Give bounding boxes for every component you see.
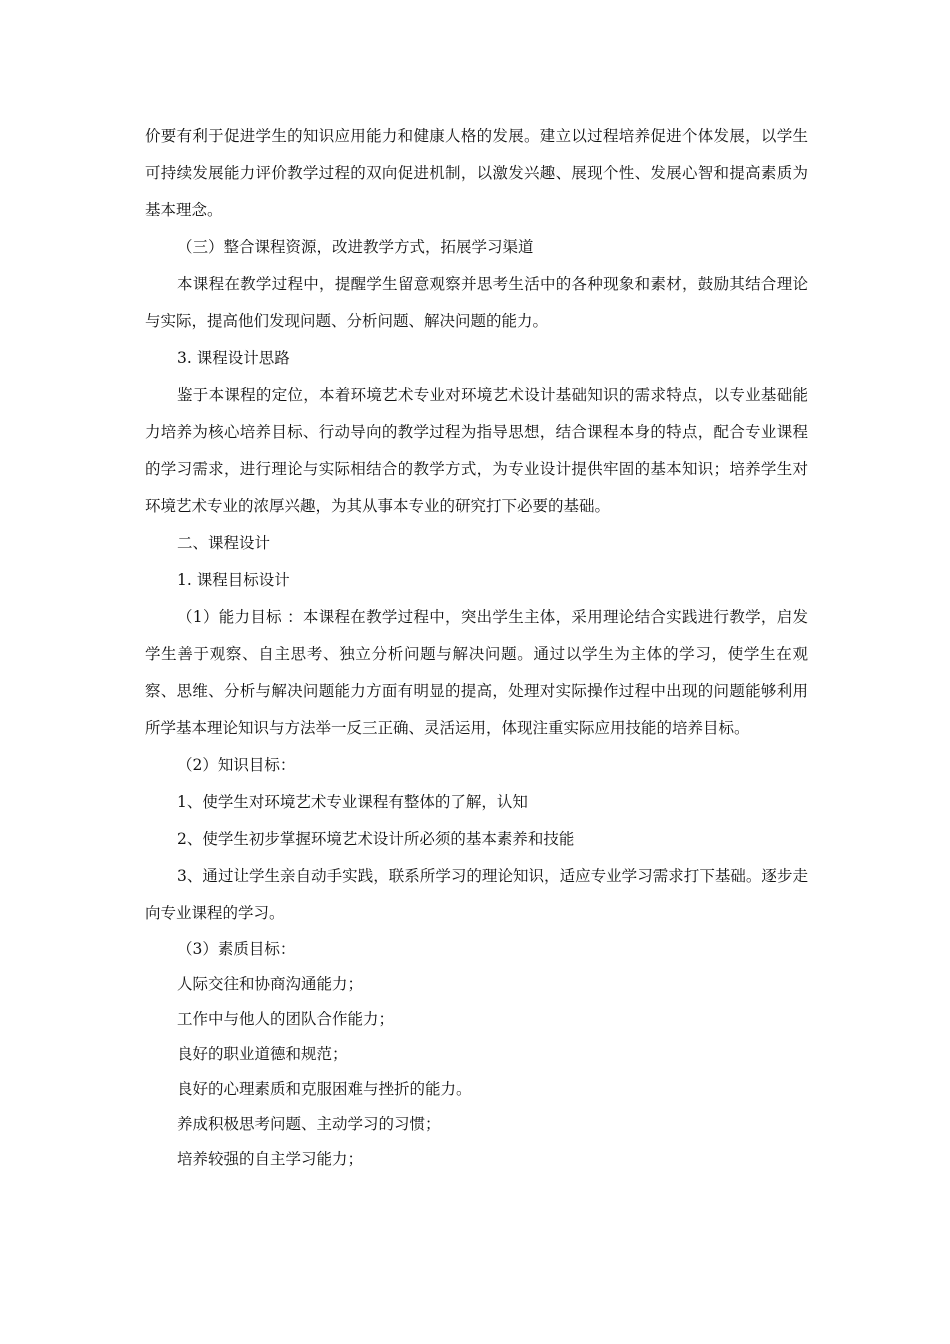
list-item-quality-1: 人际交往和协商沟通能力； bbox=[177, 975, 364, 993]
heading-quality-objective: （3）素质目标： bbox=[177, 940, 296, 958]
list-item-quality-2: 工作中与他人的团队合作能力； bbox=[177, 1010, 395, 1028]
paragraph-ability-objective: （1）能力目标 ：本课程在教学过程中，突出学生主体，采用理论结合实践进行教学，启发学生善于观察、自主思考、独立分析问题与解决问题。通过以学生为主体的学习，使学生在观察、思维、分析与解决问题能力方面有明显的提高，处理对实际操作过程中出现的问题能够利用所学基本理论知识与方法举一反三正确、灵活运用，体现注重实际应用技能的培养目标。 bbox=[145, 608, 808, 737]
document-page bbox=[145, 118, 808, 1177]
list-item-quality-6: 培养较强的自主学习能力； bbox=[177, 1150, 364, 1168]
list-item-knowledge-3: 3、通过让学生亲自动手实践，联系所学习的理论知识，适应专业学习需求打下基础。逐步走向专业课程的学习。 bbox=[145, 867, 808, 922]
heading-objective-design: 1. 课程目标设计 bbox=[177, 571, 290, 589]
paragraph-course-positioning: 鉴于本课程的定位，本着环境艺术专业对环境艺术设计基础知识的需求特点，以专业基础能力培养为核心培养目标、行动导向的教学过程为指导思想，结合课程本身的特点，配合专业课程的学习需求，进行理论与实际相结合的教学方式，为专业设计提供牢固的基本知识；培养学生对环境艺术专业的浓厚兴趣，为其从事本专业的研究打下必要的基础。 bbox=[145, 386, 808, 515]
paragraph-evaluation-concept: 价要有利于促进学生的知识应用能力和健康人格的发展。建立以过程培养促进个体发展，以学生可持续发展能力评价教学过程的双向促进机制，以激发兴趣、展现个性、发展心智和提高素质为基本理念。 bbox=[145, 127, 808, 219]
list-item-quality-4: 良好的心理素质和克服困难与挫折的能力。 bbox=[177, 1080, 472, 1098]
list-item-quality-5: 养成积极思考问题、主动学习的习惯； bbox=[177, 1115, 441, 1133]
list-item-knowledge-1: 1、使学生对环境艺术专业课程有整体的了解，认知 bbox=[177, 793, 528, 811]
list-item-knowledge-2: 2、使学生初步掌握环境艺术设计所必须的基本素养和技能 bbox=[177, 830, 575, 848]
heading-course-design: 二、课程设计 bbox=[177, 534, 271, 552]
list-item-quality-3: 良好的职业道德和规范； bbox=[177, 1045, 348, 1063]
paragraph-teaching-process: 本课程在教学过程中，提醒学生留意观察并思考生活中的各种现象和素材，鼓励其结合理论与实际，提高他们发现问题、分析问题、解决问题的能力。 bbox=[145, 275, 808, 330]
heading-design-ideas: 3. 课程设计思路 bbox=[177, 349, 290, 367]
heading-integrate-resources: （三）整合课程资源，改进教学方式，拓展学习渠道 bbox=[177, 238, 534, 256]
heading-knowledge-objective: （2）知识目标： bbox=[177, 756, 296, 774]
